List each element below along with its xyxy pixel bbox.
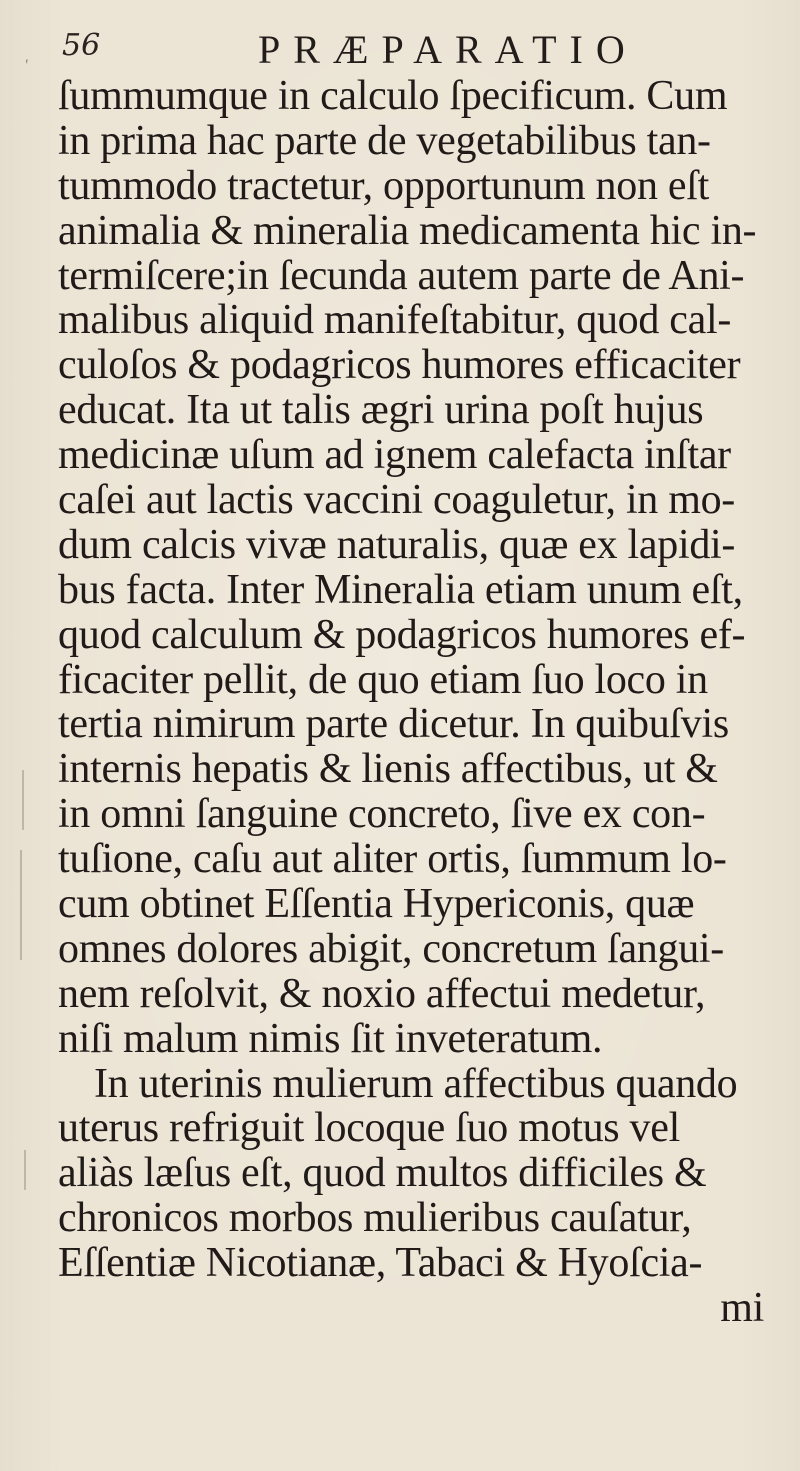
text-line: uterus refriguit locoque ſuo motus vel: [58, 1105, 680, 1152]
page-number: 56: [62, 28, 101, 63]
text-line: cum obtinet Eſſentia Hypericonis, quæ: [58, 881, 695, 928]
paragraph-start-line: In uterinis mulierum affectibus quando: [94, 1060, 738, 1107]
margin-mark-icon: ′: [23, 56, 38, 77]
text-line: quod calculum & podagricos humores ef-: [58, 611, 746, 658]
text-line: tertia nimirum parte dicetur. In quibuſvis: [58, 701, 729, 748]
text-line: omnes dolores abigit, concretum ſangui-: [58, 925, 724, 972]
text-line: aliàs læſus eſt, quod multos difficiles &: [58, 1150, 707, 1197]
text-line: medicinæ uſum ad ignem calefacta inſtar: [58, 432, 731, 479]
text-line: tuſione, caſu aut aliter ortis, ſummum lo-: [58, 836, 727, 883]
text-line: niſi malum nimis ſit inveteratum.: [58, 1015, 603, 1062]
text-line: in omni ſanguine concreto, ſive ex con-: [58, 791, 706, 838]
text-line: tummodo tractetur, opportunum non eſt: [58, 162, 709, 209]
text-line: termiſcere;in ſecunda autem parte de Ani-: [58, 252, 745, 299]
text-line: Eſſentiæ Nicotianæ, Tabaci & Hyoſcia-: [58, 1240, 703, 1287]
body-text: [58, 74, 798, 1331]
margin-stain: [24, 1150, 26, 1190]
catchword: mi: [720, 1285, 764, 1332]
text-line: chronicos morbos mulieribus cauſatur,: [58, 1195, 692, 1242]
page-header: [62, 26, 760, 76]
margin-stain: [22, 770, 24, 830]
text-line: ficaciter pellit, de quo etiam ſuo loco in: [58, 656, 708, 703]
text-line: educat. Ita ut talis ægri urina poſt hujus: [58, 387, 704, 434]
text-line: nem reſolvit, & noxio affectui medetur,: [58, 970, 706, 1017]
text-line: animalia & mineralia medicamenta hic in-: [58, 207, 757, 254]
text-line: bus facta. Inter Mineralia etiam unum eſt,: [58, 566, 743, 613]
text-line: caſei aut lactis vaccini coaguletur, in mo-: [58, 477, 735, 524]
text-line: culoſos & podagricos humores efficaciter: [58, 342, 741, 389]
text-line: malibus aliquid manifeſtabitur, quod cal-: [58, 297, 732, 344]
text-line: dum calcis vivæ naturalis, quæ ex lapidi-: [58, 521, 736, 568]
text-line: ſummumque in calculo ſpecificum. Cum: [58, 73, 728, 119]
running-head: PRÆPARATIO: [258, 27, 638, 72]
text-line: in prima hac parte de vegetabilibus tan-: [58, 117, 711, 164]
margin-stain: [20, 850, 22, 960]
text-line: internis hepatis & lienis affectibus, ut &: [58, 746, 718, 793]
